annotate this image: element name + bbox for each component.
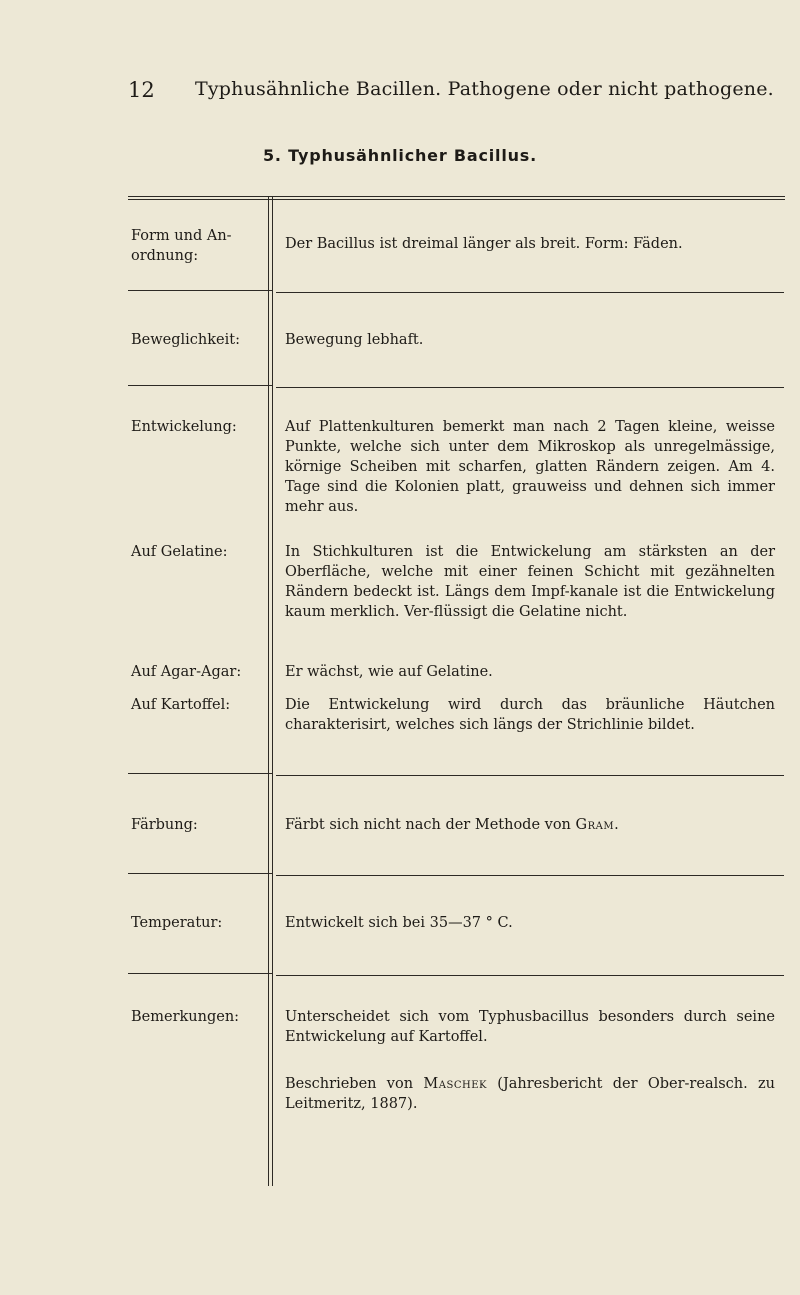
row-divider bbox=[276, 387, 784, 388]
agar-text: Er wächst, wie auf Gelatine. bbox=[285, 664, 493, 680]
development-plates-text: Auf Plattenkulturen bemerkt man nach 2 Tagen kleine, weisse Punkte, welche sich unter dem Mikroskop als unregelmässige, körnige Scheiben mit scharfen, glatten Rändern zeigen. Am 4. Tage sind die Kolonien platt, grauweiss und dehnen sich immer mehr aus. bbox=[285, 419, 775, 515]
potato-text: Die Entwickelung wird durch das bräunliche Häutchen charakterisirt, welches sich längs der Strichlinie bildet. bbox=[285, 697, 775, 733]
form-text: Der Bacillus ist dreimal länger als breit. Form: Fäden. bbox=[285, 236, 683, 252]
row-divider bbox=[276, 775, 784, 776]
remarks-source-prefix: Beschrieben von bbox=[285, 1076, 414, 1092]
row-divider bbox=[276, 875, 784, 876]
potato-label: Auf Kartoffel: bbox=[131, 697, 231, 713]
column-divider-2 bbox=[272, 196, 273, 786]
form-label: Form und An-ordnung: bbox=[131, 228, 232, 264]
row-divider bbox=[128, 873, 273, 874]
row-divider bbox=[128, 773, 273, 774]
remarks-source-text bbox=[285, 1074, 775, 1114]
row-divider bbox=[128, 385, 273, 386]
row-divider bbox=[276, 975, 784, 976]
page-header bbox=[0, 78, 800, 110]
temperature-label: Temperatur: bbox=[131, 915, 223, 931]
table-top-rule bbox=[128, 196, 785, 197]
motility-text: Bewegung lebhaft. bbox=[285, 332, 424, 348]
author-name: Maschek bbox=[423, 1076, 487, 1092]
table-title: 5. Typhusähnlicher Bacillus. bbox=[262, 146, 538, 165]
column-divider-lower bbox=[268, 786, 269, 1186]
column-divider-lower-2 bbox=[272, 786, 273, 1186]
development-label: Entwickelung: bbox=[131, 419, 237, 435]
table-top-rule-2 bbox=[128, 199, 785, 200]
remarks-text: Unterscheidet sich vom Typhusbacillus besonders durch seine Entwickelung auf Kartoffel. bbox=[285, 1009, 775, 1045]
temperature-text: Entwickelt sich bei 35—37 ° C. bbox=[285, 915, 513, 931]
motility-label: Beweglichkeit: bbox=[131, 332, 240, 348]
column-divider bbox=[268, 196, 269, 786]
staining-label: Färbung: bbox=[131, 817, 198, 833]
gelatine-text: In Stichkulturen ist die Entwickelung am stärksten an der Oberfläche, welche mit einer feinen Schicht mit gezähnelten Rändern bedeckt ist. Längs dem Impf-kanale ist die Entwickelung kaum merklich. Ver-flüssigt die Gelatine nicht. bbox=[285, 544, 775, 620]
remarks-label: Bemerkungen: bbox=[131, 1009, 240, 1025]
agar-label: Auf Agar-Agar: bbox=[131, 664, 242, 680]
staining-text-prefix: Färbt sich nicht nach der Methode von bbox=[285, 817, 571, 833]
remarks-source-suffix: (Jahresbericht der Ober-realsch. zu Leitmeritz, 1887). bbox=[285, 1076, 776, 1112]
row-divider bbox=[128, 973, 273, 974]
author-name: Gram. bbox=[575, 817, 620, 833]
row-divider bbox=[276, 292, 784, 293]
gelatine-label: Auf Gelatine: bbox=[131, 544, 228, 560]
running-title: Typhusähnliche Bacillen. Pathogene oder nicht pathogene. bbox=[195, 78, 774, 100]
staining-text bbox=[285, 815, 775, 835]
row-divider bbox=[128, 290, 273, 291]
page-number: 12 bbox=[128, 78, 155, 102]
